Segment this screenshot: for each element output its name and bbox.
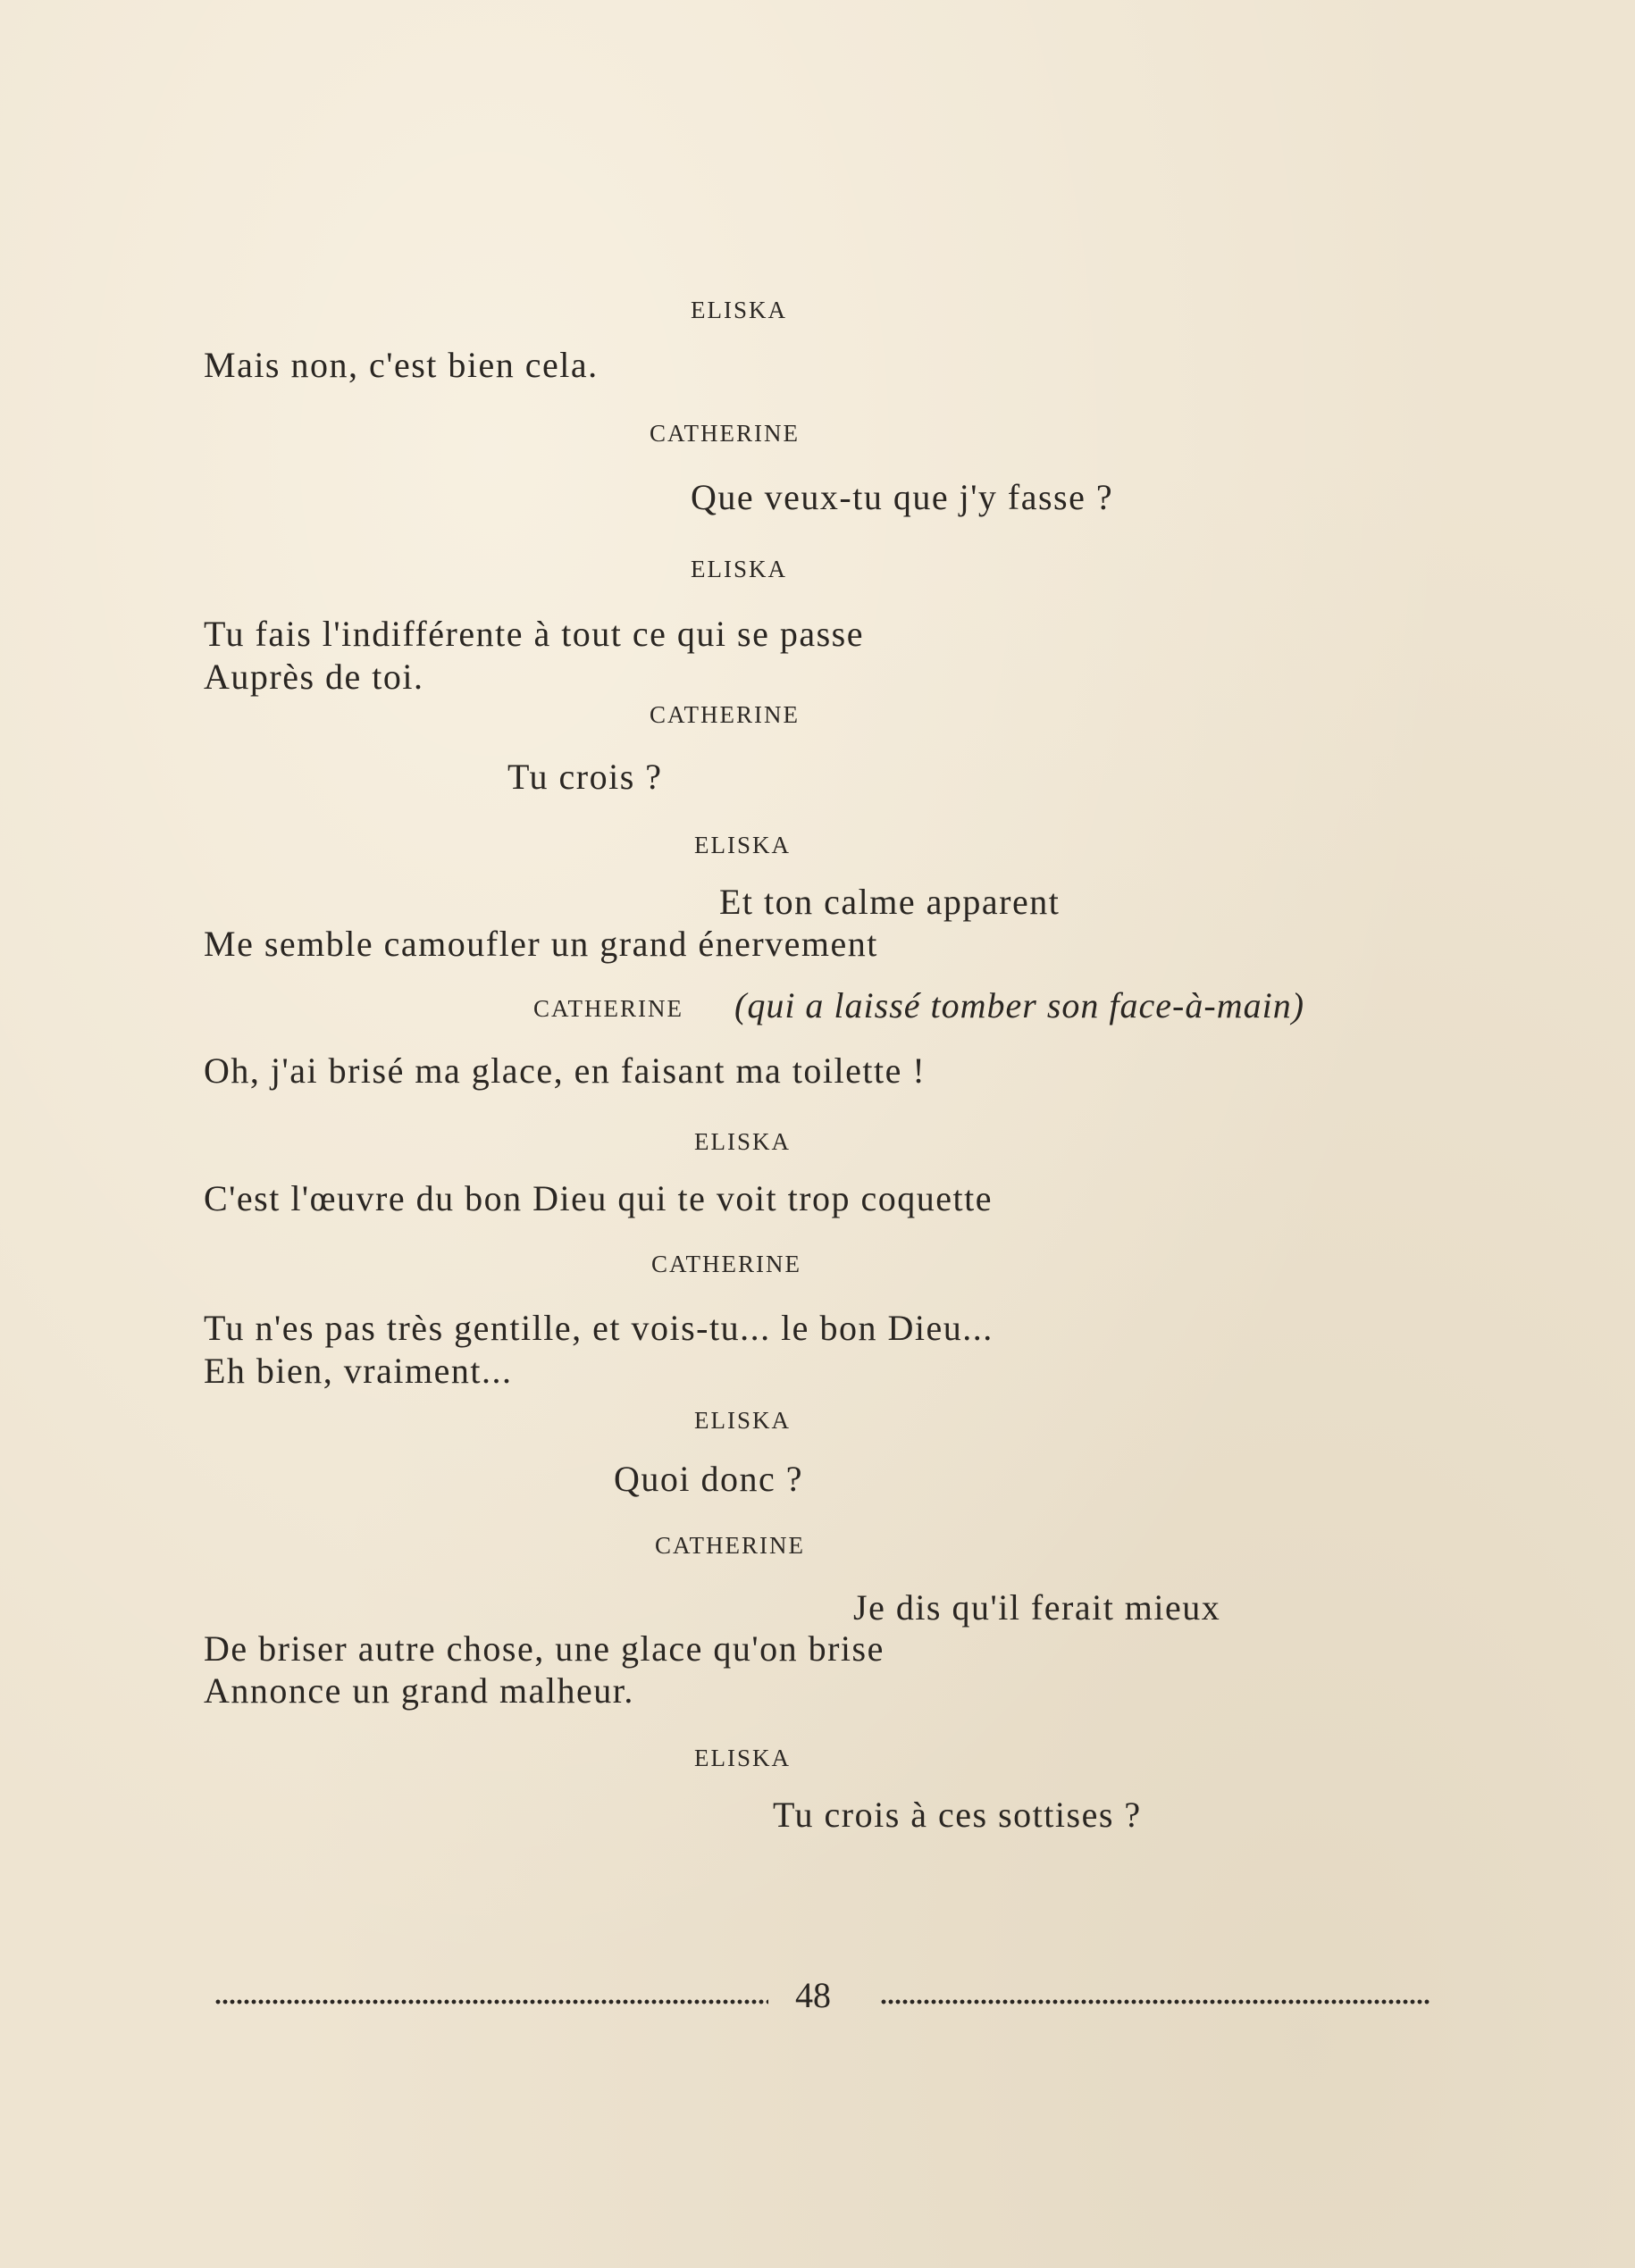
speaker-label: ELISKA <box>691 556 787 582</box>
speaker-label: CATHERINE <box>650 420 800 447</box>
speaker-label: ELISKA <box>694 1407 791 1434</box>
speaker-label: CATHERINE <box>651 1251 801 1277</box>
verse-line: Auprès de toi. <box>204 657 424 697</box>
verse-line: Annonce un grand malheur. <box>204 1670 634 1711</box>
verse-line: Tu crois à ces sottises ? <box>773 1795 1142 1835</box>
stage-direction: (qui a laissé tomber son face-à-main) <box>734 985 1305 1025</box>
dotted-rule-right <box>880 1997 1430 2006</box>
verse-line: Que veux-tu que j'y fasse ? <box>691 477 1114 517</box>
verse-line: Eh bien, vraiment... <box>204 1351 513 1391</box>
speaker-label: ELISKA <box>694 1128 791 1155</box>
verse-line: Me semble camoufler un grand énervement <box>204 924 878 964</box>
verse-line: C'est l'œuvre du bon Dieu qui te voit trop coquette <box>204 1178 993 1218</box>
page-footer <box>214 1975 1430 2033</box>
verse-line: Tu crois ? <box>507 757 663 797</box>
speaker-label: ELISKA <box>694 832 791 858</box>
speaker-label: CATHERINE <box>650 701 800 728</box>
verse-line: Tu fais l'indifférente à tout ce qui se passe <box>204 614 865 654</box>
speaker-label: ELISKA <box>694 1745 791 1771</box>
verse-line: Tu n'es pas très gentille, et vois-tu... le bon Dieu... <box>204 1308 994 1348</box>
verse-line: Quoi donc ? <box>614 1459 804 1499</box>
verse-line: Et ton calme apparent <box>719 882 1061 922</box>
verse-line: Mais non, c'est bien cela. <box>204 345 599 385</box>
speaker-label: CATHERINE <box>533 995 683 1022</box>
verse-line: De briser autre chose, une glace qu'on brise <box>204 1628 885 1669</box>
verse-line: Oh, j'ai brisé ma glace, en faisant ma toilette ! <box>204 1050 926 1091</box>
speaker-label: CATHERINE <box>655 1532 805 1559</box>
verse-line: Je dis qu'il ferait mieux <box>853 1587 1221 1628</box>
dotted-rule-left <box>214 1997 768 2006</box>
speaker-label: ELISKA <box>691 297 787 323</box>
page-number: 48 <box>795 1975 831 2015</box>
